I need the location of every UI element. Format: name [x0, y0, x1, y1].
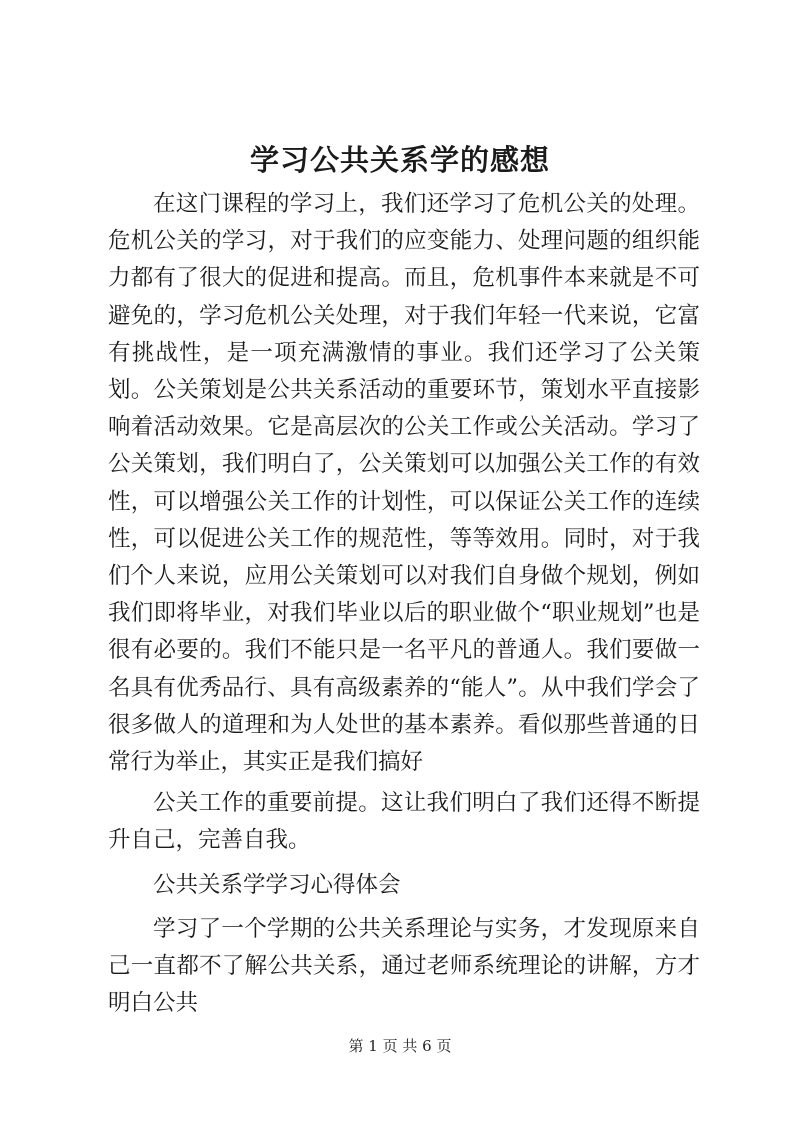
paragraph-crisis-pr: 在这门课程的学习上，我们还学习了危机公关的处理。危机公关的学习，对于我们的应变能力、处理问题的组织能力都有了很大的促进和提高。而且，危机事件本来就是不可避免的，学习危机公关处理，对于我们年轻一代来说，它富有挑战性，是一项充满激情的事业。我们还学习了公关策划。公关策划是公共关系活动的重要环节，策划水平直接影响着活动效果。它是高层次的公关工作或公关活动。学习了公关策划，我们明白了，公关策划可以加强公关工作的有效性，可以增强公关工作的计划性，可以保证公关工作的连续性，可以促进公关工作的规范性，等等效用。同时，对于我们个人来说，应用公关策划可以对我们自身做个规划，例如我们即将毕业，对我们毕业以后的职业做个“职业规划”也是很有必要的。我们不能只是一名平凡的普通人。我们要做一名具有优秀品行、具有高级素养的“能人”。从中我们学会了很多做人的道理和为人处世的基本素养。看似那些普通的日常行为举止，其实正是我们搞好 [108, 191, 700, 776]
document-body [108, 186, 700, 1022]
section-heading: 公共关系学学习心得体会 [153, 871, 401, 898]
page-number: 第 1 页 共 6 页 [348, 1037, 452, 1055]
paragraph-pr-premise: 公关工作的重要前提。这让我们明白了我们还得不断提升自己，完善自我。 [108, 790, 700, 854]
page-footer [0, 1036, 800, 1056]
paragraph-semester-study: 学习了一个学期的公共关系理论与实务，才发现原来自己一直都不了解公共关系，通过老师系统理论的讲解，方才明白公共 [108, 915, 700, 1017]
document-title: 学习公共关系学的感想 [249, 143, 550, 177]
